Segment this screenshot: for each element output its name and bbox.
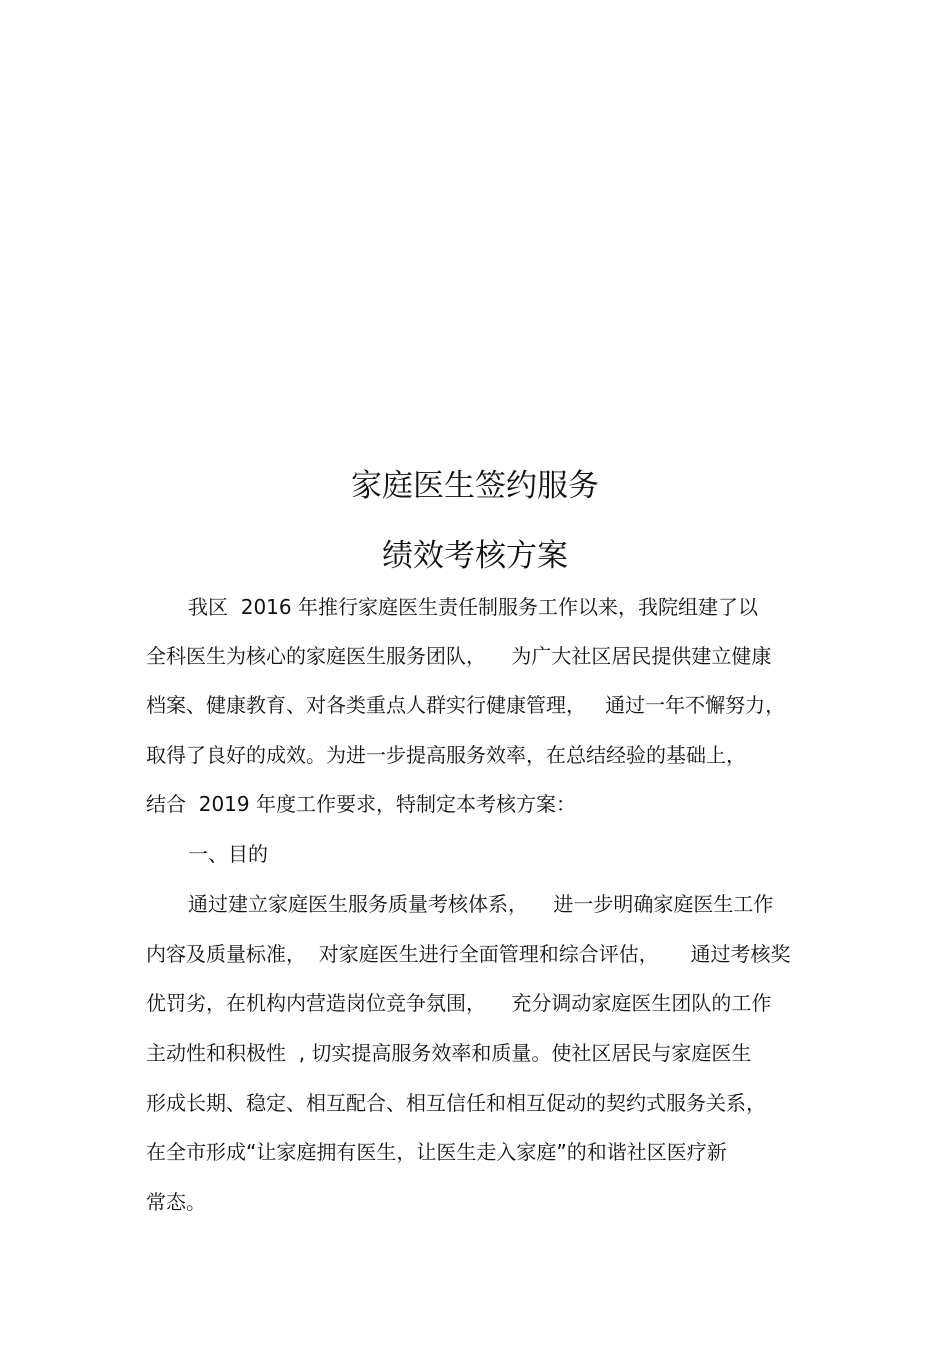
purpose-paragraph-line: 常态。: [146, 1190, 206, 1214]
intro-paragraph-line: 结合 2019 年度工作要求，特制定本考核方案：: [146, 792, 576, 816]
purpose-paragraph-line: 优罚劣，在机构内营造岗位竞争氛围， 充分调动家庭医生团队的工作: [146, 991, 772, 1015]
document-title-line-1: 家庭医生签约服务: [351, 468, 599, 504]
intro-paragraph-line: 我区 2016 年推行家庭医生责任制服务工作以来，我院组建了以: [188, 595, 758, 619]
purpose-paragraph-line: 通过建立家庭医生服务质量考核体系， 进一步明确家庭医生工作: [188, 892, 774, 916]
purpose-paragraph-line: 主动性和积极性 , 切实提高服务效率和质量。使社区居民与家庭医生: [146, 1041, 752, 1065]
intro-paragraph-line: 档案、健康教育、对各类重点人群实行健康管理， 通过一年不懈努力，: [146, 693, 786, 717]
purpose-paragraph-line: 在全市形成“让家庭拥有医生，让医生走入家庭”的和谐社区医疗新: [146, 1140, 727, 1164]
document-title-line-2: 绩效考核方案: [382, 538, 568, 574]
intro-paragraph-line: 取得了良好的成效。为进一步提高服务效率，在总结经验的基础上，: [146, 743, 746, 767]
section-heading-purpose: 一、目的: [188, 842, 268, 866]
purpose-paragraph-line: 形成长期、稳定、相互配合、相互信任和相互促动的契约式服务关系，: [146, 1091, 766, 1115]
purpose-paragraph-line: 内容及质量标准， 对家庭医生进行全面管理和综合评估， 通过考核奖: [146, 942, 791, 966]
intro-paragraph-line: 全科医生为核心的家庭医生服务团队， 为广大社区居民提供建立健康: [146, 644, 772, 668]
